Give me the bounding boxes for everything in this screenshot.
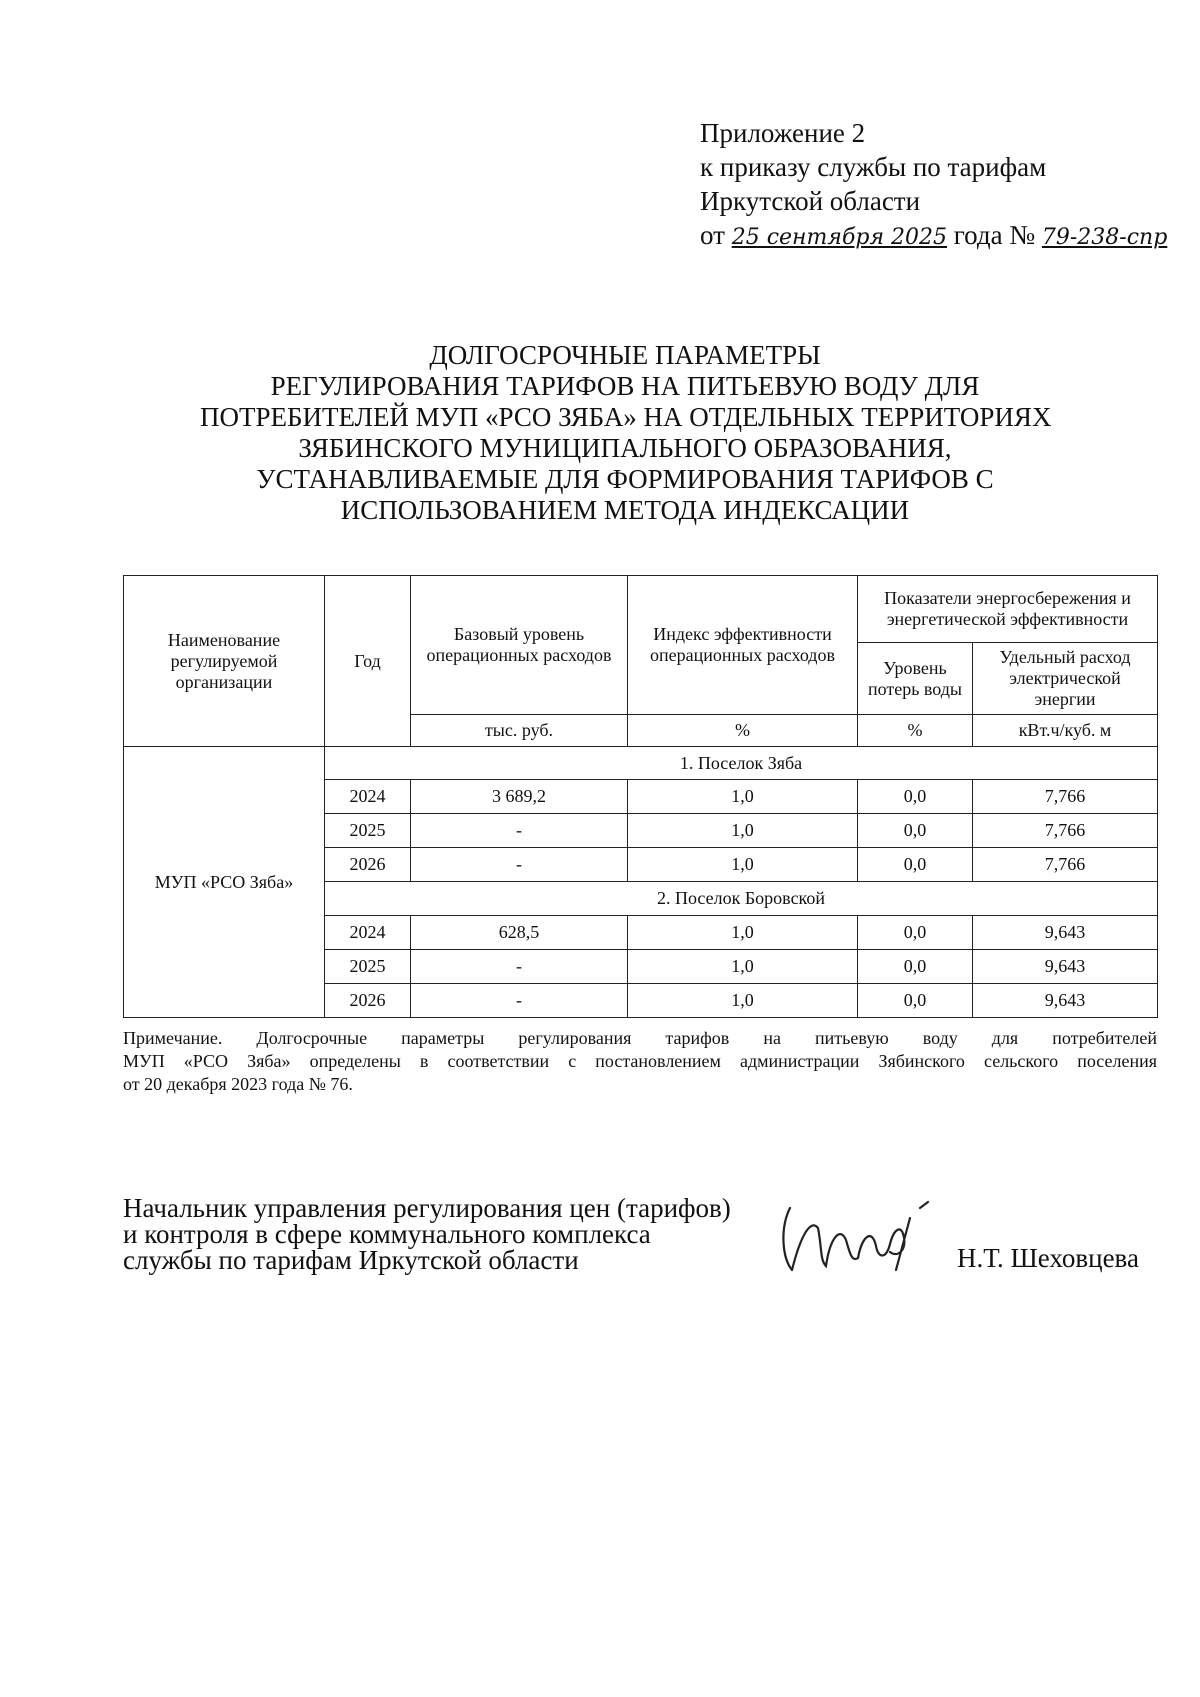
unit-base: тыс. руб. <box>411 715 628 747</box>
title-line: ЗЯБИНСКОГО МУНИЦИПАЛЬНОГО ОБРАЗОВАНИЯ, <box>298 433 952 463</box>
unit-index: % <box>628 715 858 747</box>
table-note <box>123 1027 1157 1096</box>
note-line: от 20 декабря 2023 года № 76. <box>123 1074 353 1094</box>
unit-specific: кВт.ч/куб. м <box>973 715 1158 747</box>
header-water-losses: Уровень потерь воды <box>858 643 973 715</box>
title-line: ИСПОЛЬЗОВАНИЕМ МЕТОДА ИНДЕКСАЦИИ <box>340 495 910 525</box>
header-org: Наименование регулируемой организации <box>124 576 325 747</box>
parameters-table <box>123 575 1158 1018</box>
title-line: ДОЛГОСРОЧНЫЕ ПАРАМЕТРЫ <box>429 340 821 370</box>
date-prefix: от <box>700 220 725 250</box>
title-line: ПОТРЕБИТЕЛЕЙ МУП «РСО ЗЯБА» НА ОТДЕЛЬНЫХ ТЕРРИТОРИЯХ <box>200 402 1052 432</box>
cell-specific: 9,643 <box>973 916 1158 950</box>
signer-line: Начальник управления регулирования цен (тарифов) <box>123 1193 731 1223</box>
cell-specific: 9,643 <box>973 950 1158 984</box>
cell-year: 2026 <box>325 848 411 882</box>
cell-losses: 0,0 <box>858 984 973 1018</box>
appendix-region: Иркутской области <box>700 186 921 216</box>
header-efficiency-index: Индекс эффективности операционных расходов <box>628 576 858 715</box>
appendix-header <box>700 116 1167 255</box>
cell-base: 3 689,2 <box>411 780 628 814</box>
cell-index: 1,0 <box>628 984 858 1018</box>
title-line: РЕГУЛИРОВАНИЯ ТАРИФОВ НА ПИТЬЕВУЮ ВОДУ ДЛЯ <box>270 371 980 401</box>
cell-year: 2024 <box>325 916 411 950</box>
cell-specific: 7,766 <box>973 814 1158 848</box>
cell-index: 1,0 <box>628 916 858 950</box>
cell-losses: 0,0 <box>858 950 973 984</box>
cell-base: - <box>411 950 628 984</box>
date-middle: года № <box>953 220 1036 250</box>
appendix-number: Приложение 2 <box>700 118 866 148</box>
handwritten-signature <box>770 1188 940 1278</box>
cell-base: - <box>411 814 628 848</box>
handwritten-order-number: 79-238-спр <box>1041 225 1168 250</box>
cell-losses: 0,0 <box>858 916 973 950</box>
note-line: МУП «РСО Зяба» определены в соответствии с постановлением администрации Зябинского сельского поселения <box>123 1051 1157 1071</box>
title-line: УСТАНАВЛИВАЕМЫЕ ДЛЯ ФОРМИРОВАНИЯ ТАРИФОВ С <box>256 464 994 494</box>
cell-specific: 7,766 <box>973 848 1158 882</box>
cell-specific: 7,766 <box>973 780 1158 814</box>
cell-base: - <box>411 984 628 1018</box>
signer-line: и контроля в сфере коммунального комплекса <box>123 1219 651 1249</box>
handwritten-date: 25 сентября 2025 <box>731 225 948 250</box>
organization-name: МУП «РСО Зяба» <box>124 747 325 1018</box>
note-line: Примечание. Долгосрочные параметры регулирования тарифов на питьевую воду для потребителей <box>123 1028 1157 1048</box>
cell-losses: 0,0 <box>858 814 973 848</box>
appendix-order-ref: к приказу службы по тарифам <box>700 152 1047 182</box>
header-year: Год <box>325 576 411 747</box>
cell-year: 2025 <box>325 950 411 984</box>
cell-base: 628,5 <box>411 916 628 950</box>
cell-index: 1,0 <box>628 848 858 882</box>
cell-base: - <box>411 848 628 882</box>
unit-losses: % <box>858 715 973 747</box>
header-specific-consumption: Удельный расход электрической энергии <box>973 643 1158 715</box>
section-title: 2. Поселок Боровской <box>325 882 1158 916</box>
cell-index: 1,0 <box>628 814 858 848</box>
signer-position <box>123 1195 731 1273</box>
cell-specific: 9,643 <box>973 984 1158 1018</box>
cell-losses: 0,0 <box>858 780 973 814</box>
document-title <box>200 340 1050 526</box>
header-energy-group: Показатели энергосбережения и энергетической эффективности <box>858 576 1158 643</box>
signer-name: Н.Т. Шеховцева <box>957 1243 1139 1273</box>
cell-year: 2025 <box>325 814 411 848</box>
cell-year: 2026 <box>325 984 411 1018</box>
cell-index: 1,0 <box>628 950 858 984</box>
cell-losses: 0,0 <box>858 848 973 882</box>
signer-line: службы по тарифам Иркутской области <box>123 1245 579 1275</box>
section-title: 1. Поселок Зяба <box>325 747 1158 780</box>
cell-index: 1,0 <box>628 780 858 814</box>
header-base-level: Базовый уровень операционных расходов <box>411 576 628 715</box>
cell-year: 2024 <box>325 780 411 814</box>
appendix-date-line <box>700 218 1167 255</box>
